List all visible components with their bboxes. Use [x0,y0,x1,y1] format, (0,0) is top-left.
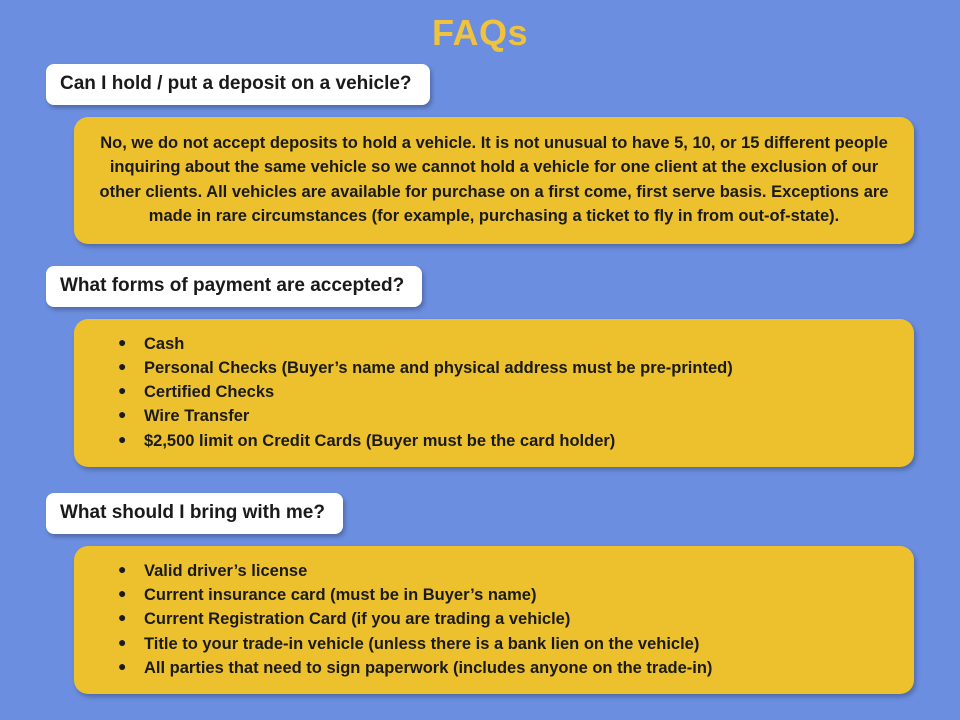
list-item-label: Cash [144,334,185,353]
list-item-label: Current insurance card (must be in Buyer’s name) [144,586,537,605]
bullet-icon: ● [118,657,127,674]
list-item [96,607,892,631]
list-item-label: $2,500 limit on Credit Cards (Buyer must be the card holder) [144,431,616,450]
list-item [96,332,892,356]
bullet-icon: ● [118,585,127,602]
payment-methods-list [96,332,892,453]
list-item-label: Personal Checks (Buyer’s name and physical address must be pre-printed) [144,358,733,377]
list-item [96,656,892,680]
list-item-label: Current Registration Card (if you are trading a vehicle) [144,610,571,629]
bullet-icon: ● [118,609,127,626]
bullet-icon: ● [118,560,127,577]
faq-item-2 [0,266,960,467]
list-item [96,632,892,656]
list-item [96,559,892,583]
list-item [96,404,892,428]
faq-answer-3 [74,546,914,694]
list-item-label: Wire Transfer [144,407,250,426]
list-item [96,583,892,607]
bring-with-you-list [96,559,892,680]
list-item-label: Certified Checks [144,383,275,402]
list-item-label: Title to your trade-in vehicle (unless there is a bank lien on the vehicle) [144,634,700,653]
list-item-label: Valid driver’s license [144,561,308,580]
bullet-icon: ● [118,633,127,650]
faq-question-2: What forms of payment are accepted? [46,266,422,307]
faq-question-1: Can I hold / put a deposit on a vehicle? [46,64,430,105]
faq-item-1 [0,64,960,244]
faq-answer-1: No, we do not accept deposits to hold a vehicle. It is not unusual to have 5, 10, or 15 different people inquiring about the same vehicle so we cannot hold a vehicle for one client at the exclusion of our other clients. All vehicles are available for purchase on a first come, first serve basis. Exceptions are made in rare circumstances (for example, purchasing a ticket to fly in from out-of-state). [74,117,914,244]
faq-question-3: What should I bring with me? [46,493,343,534]
list-item-label: All parties that need to sign paperwork (includes anyone on the trade-in) [144,658,713,677]
bullet-icon: ● [118,357,127,374]
bullet-icon: ● [118,430,127,447]
page-title: FAQs [431,12,529,53]
list-item [96,356,892,380]
bullet-icon: ● [118,333,127,350]
list-item [96,429,892,453]
bullet-icon: ● [118,406,127,423]
bullet-icon: ● [118,382,127,399]
faq-item-3 [0,493,960,694]
list-item [96,380,892,404]
faq-answer-2 [74,319,914,467]
